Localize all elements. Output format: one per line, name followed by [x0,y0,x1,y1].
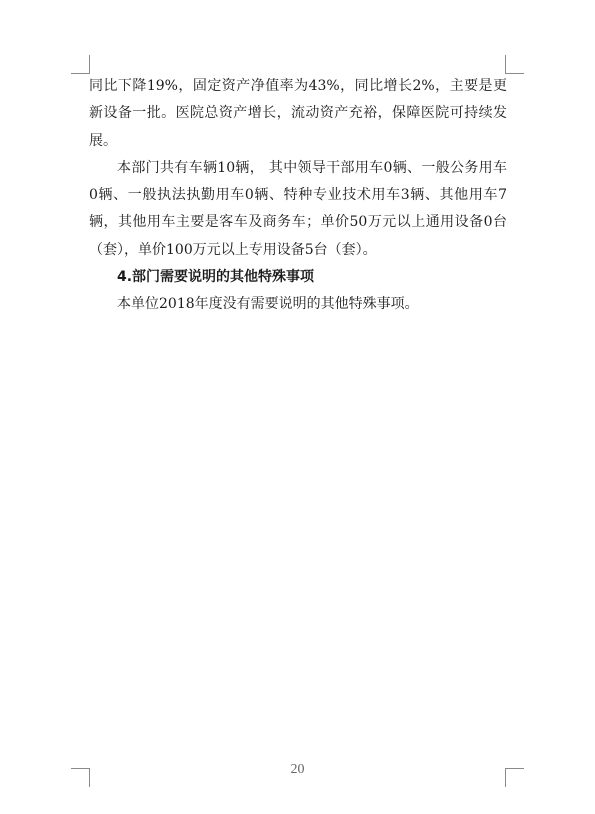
crop-mark-top-left [71,55,90,74]
page-body [89,73,507,319]
paragraph-vehicles: 本部门共有车辆10辆， 其中领导干部用车0辆、一般公务用车0辆、一般执法执勤用车0辆、特种专业技术用车3辆、其他用车7辆，其他用车主要是客车及商务车；单价50万元以上通用设备0台（套），单价100万元以上专用设备5台（套）。 [89,159,507,258]
section-body: 本单位2018年度没有需要说明的其他特殊事项。 [117,296,419,313]
crop-mark-top-right [505,55,524,74]
section-heading: 4.部门需要说明的其他特殊事项 [117,269,315,286]
paragraph-assets: 同比下降19%，固定资产净值率为43%，同比增长2%，主要是更新设备一批。医院总资产增长，流动资产充裕，保障医院可持续发展。 [89,78,507,149]
page-number: 20 [290,762,305,777]
